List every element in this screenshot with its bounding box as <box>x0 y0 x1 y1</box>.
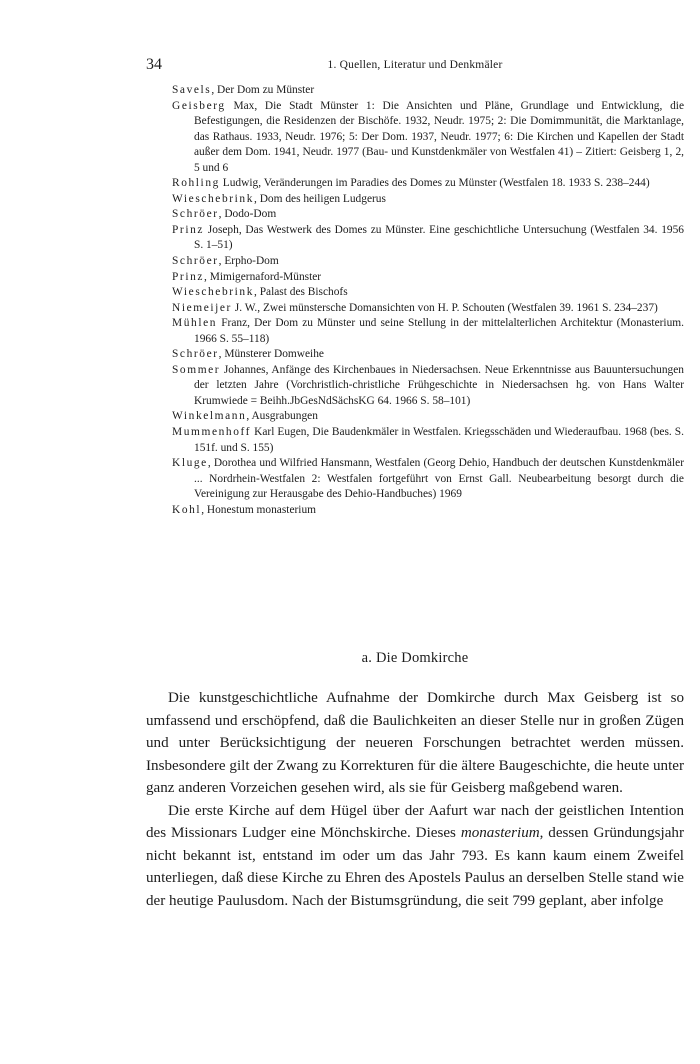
entry-author: Kohl <box>172 503 202 516</box>
entry-author: Kluge <box>172 457 208 470</box>
entry-text: Johannes, Anfänge des Kirchenbaues in Niedersachsen. Neue Erkenntnisse aus Bauuntersuchungen der letzten Jahre (Vorchristlich-christliche Frühgeschichte in Niedersachsen hg. von Hans Walter Krumwiede = Beihh.JbGesNdSächsKG 64. 1966 S. 58–101) <box>194 363 684 407</box>
entry-text: Ludwig, Veränderungen im Paradies des Domes zu Münster (Westfalen 18. 1933 S. 238–244) <box>219 177 650 190</box>
bibliography-entry <box>172 425 684 456</box>
page-header <box>146 56 684 74</box>
paragraph: Die kunstgeschichtliche Aufnahme der Domkirche durch Max Geisberg ist so umfassend und erschöpfend, daß die Baulichkeiten an dieser Stelle nur in großen Zügen und unter Berücksichtigung der neueren Forschungen betrachtet werden müssen. Insbesondere gilt der Zwang zu Korrekturen für die ältere Baugeschichte, die heute unter ganz anderen Vorzeichen gesehen wird, als sie für Geisberg maßgebend waren. <box>146 690 684 796</box>
entry-text: Karl Eugen, Die Baudenkmäler in Westfalen. Kriegsschäden und Wiederaufbau. 1968 (bes. S. 151f. und S. 155) <box>194 426 684 454</box>
paragraph <box>146 800 684 913</box>
entry-text: , Palast des Bischofs <box>254 286 348 299</box>
bibliography-entry <box>172 99 684 177</box>
entry-text: J. W., Zwei münstersche Domansichten von H. P. Schouten (Westfalen 39. 1961 S. 234–237) <box>231 301 658 314</box>
entry-author: Prinz <box>172 270 205 283</box>
entry-author: Schröer <box>172 208 219 221</box>
entry-author: Sommer <box>172 363 221 376</box>
entry-text: , Dodo-Dom <box>218 208 277 221</box>
entry-text: , Mimigernaford-Münster <box>204 270 322 283</box>
bibliography-entry <box>172 254 684 270</box>
entry-text: Joseph, Das Westwerk des Domes zu Münster. Eine geschichtliche Untersuchung (Westfalen 34. 1956 S. 1–51) <box>194 223 684 252</box>
entry-author: Winkelmann <box>172 410 247 423</box>
bibliography-entry <box>172 83 684 99</box>
entry-text: , Honestum monasterium <box>201 503 317 516</box>
entry-author: Savels <box>172 84 212 96</box>
entry-text: , Erpho-Dom <box>218 255 279 268</box>
bibliography-entry <box>172 316 684 347</box>
bibliography-entry <box>172 347 684 363</box>
entry-author: Prinz <box>172 223 205 236</box>
entry-author: Geisberg <box>172 99 226 112</box>
entry-author: Schröer <box>172 255 219 268</box>
paragraph-text: , dessen Gründungsjahr nicht bekannt ist, entstand im oder um das Jahr 793. Es kann kaum einem Zweifel unterliegen, daß diese Kirche zu Ehren des Apostels Paulus an derselben Stelle stand wie der heutige Paulusdom. Nach der Bistumsgründung, die seit 799 geplant, aber infolge <box>146 825 684 909</box>
entry-text: , Dorothea und Wilfried Hansmann, Westfalen (Georg Dehio, Handbuch der deutschen Kunstdenkmäler ... Nordrhein-Westfalen 2: Westfalen fortgeführt von Ernst Gall. Neubearbeitung besorgt durch die Vereinigung zur Herausgabe des Dehio-Handbuches) 1969 <box>194 457 684 501</box>
bibliography-entry <box>172 503 684 519</box>
entry-author: Mummenhoff <box>172 426 252 439</box>
bibliography-entry <box>172 223 684 254</box>
bibliography-entry <box>172 456 684 503</box>
bibliography-entry <box>172 192 684 208</box>
bibliography-entry <box>172 207 684 223</box>
bibliography-entry <box>172 363 684 410</box>
bibliography-entry <box>172 285 684 301</box>
bibliography-entry <box>172 270 684 286</box>
entry-author: Wieschebrink <box>172 286 254 299</box>
bibliography-entry <box>172 301 684 317</box>
entry-text: , Der Dom zu Münster <box>211 84 315 96</box>
bibliography-entry <box>172 409 684 425</box>
entry-author: Rohling <box>172 177 220 190</box>
entry-author: Wieschebrink <box>172 192 254 205</box>
entry-text: , Ausgrabungen <box>246 410 318 423</box>
section-heading: a. Die Domkirche <box>361 650 469 666</box>
bibliography-entry <box>172 176 684 192</box>
emphasized-term: monasterium <box>460 825 540 841</box>
page-number: 34 <box>146 56 162 73</box>
entry-author: Schröer <box>172 348 219 361</box>
entry-text: Max, Die Stadt Münster 1: Die Ansichten und Pläne, Grundlage und Entwicklung, die Befestigungen, die Residenzen der Bischöfe. 1932, Neudr. 1975; 2: Die Domimmunität, die Marktanlage, das Rathaus. 1933, Neudr. 1976; 5: Der Dom. 1937, Neudr. 1977; 6: Die Kirchen und Kapellen der Stadt außer dem Dom. 1941, Neudr. 1977 (Bau- und Kunstdenkmäler von Westfalen 41) – Zitiert: Geisberg 1, 2, 5 und 6 <box>194 99 684 174</box>
entry-author: Mühlen <box>172 317 218 330</box>
paragraph-text: Die erste Kirche auf dem Hügel über der Aafurt war nach der geistlichen Intention des Missionars Ludger eine Mönchskirche. Dieses <box>146 802 684 841</box>
entry-text: , Münsterer Domweihe <box>218 348 324 361</box>
body-text <box>146 687 684 912</box>
entry-author: Niemeijer <box>172 301 232 314</box>
entry-text: Franz, Der Dom zu Münster und seine Stellung in der mittelalterlichen Architektur (Monasterium. 1966 S. 55–118) <box>194 317 684 345</box>
running-head: 1. Quellen, Literatur und Denkmäler <box>327 59 503 71</box>
bibliography-list <box>172 83 684 518</box>
entry-text: , Dom des heiligen Ludgerus <box>254 192 386 205</box>
